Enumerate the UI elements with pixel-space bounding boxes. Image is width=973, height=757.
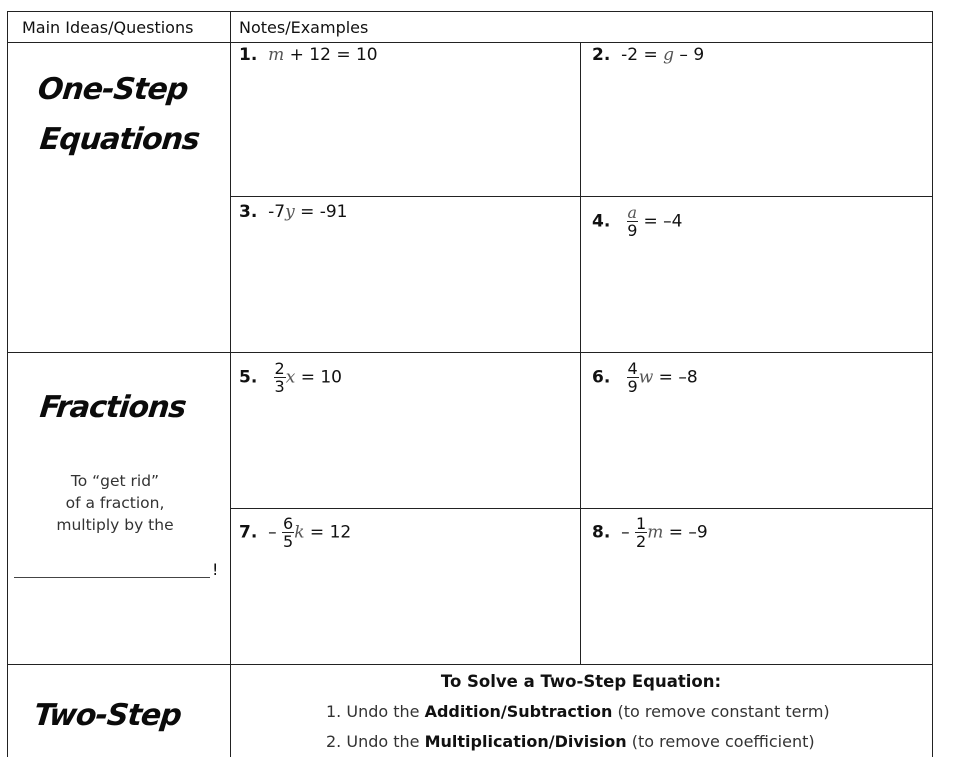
note-line-3: multiply by the — [56, 516, 174, 534]
problem-7-fraction — [282, 515, 294, 550]
problem-5-variable: x — [285, 367, 296, 388]
problem-3-number: 3. — [239, 202, 258, 222]
equations-title: Equations — [38, 122, 201, 157]
problem-7-variable: k — [294, 522, 305, 543]
two-step-title: Two-Step — [32, 698, 183, 733]
problem-5-number: 5. — [239, 367, 258, 388]
problem-6-fraction — [627, 360, 639, 395]
left-border — [7, 11, 8, 757]
problem-6 — [592, 360, 698, 395]
notes-header: Notes/Examples — [239, 18, 369, 37]
step-1-post: (to remove constant term) — [612, 702, 830, 721]
problem-3-variable: y — [285, 202, 295, 222]
problem-3-rest: = -91 — [294, 202, 348, 222]
problem-2-number: 2. — [592, 45, 611, 65]
problem-5-numerator: 2 — [274, 359, 285, 378]
problem-7-number: 7. — [239, 522, 258, 543]
problem-8 — [592, 515, 708, 550]
problem-7-denominator: 5 — [283, 532, 294, 551]
note-line-2: of a fraction, — [65, 494, 165, 512]
problem-8-sign: – — [621, 522, 630, 543]
step-2-pre: Undo the — [346, 732, 425, 751]
problem-5-rest: = 10 — [295, 367, 342, 388]
problem-7-rest: = 12 — [304, 522, 352, 543]
header-bottom-line — [7, 42, 933, 43]
problem-4-fraction — [627, 204, 639, 239]
problem-6-variable: w — [638, 367, 654, 388]
row-line-2 — [7, 352, 932, 353]
right-border — [932, 11, 933, 757]
fill-in-blank[interactable] — [14, 577, 210, 578]
blank-exclamation: ! — [212, 560, 219, 579]
row-line-3 — [230, 508, 932, 509]
note-line-1: To “get rid” — [70, 472, 160, 490]
problem-4 — [592, 204, 682, 239]
problem-5 — [239, 360, 342, 395]
problem-3 — [239, 202, 348, 222]
step-2-bold: Multiplication/Division — [424, 732, 627, 751]
two-step-step-1 — [326, 702, 830, 721]
problem-8-numerator: 1 — [636, 514, 647, 533]
main-ideas-header: Main Ideas/Questions — [22, 18, 194, 37]
fractions-title: Fractions — [38, 390, 188, 425]
one-step-title: One-Step — [36, 72, 190, 107]
problem-6-rest: = –8 — [653, 367, 698, 388]
problem-2-variable: g — [663, 45, 675, 65]
problem-8-variable: m — [647, 522, 664, 543]
row-line-1 — [230, 196, 932, 197]
problem-1-rest: + 12 = 10 — [284, 45, 378, 65]
problem-2-left: -2 = — [621, 45, 664, 65]
step-2-number: 2. — [326, 732, 342, 751]
problem-2-rest: – 9 — [674, 45, 705, 65]
problem-8-fraction — [635, 515, 647, 550]
step-1-number: 1. — [326, 702, 342, 721]
problem-7-sign: – — [268, 522, 277, 543]
problem-8-number: 8. — [592, 522, 611, 543]
step-2-post: (to remove coefficient) — [626, 732, 815, 751]
problem-4-denominator: 9 — [627, 221, 638, 240]
fractions-note — [40, 470, 190, 536]
problem-4-rest: = –4 — [643, 211, 683, 232]
top-border — [7, 11, 933, 12]
two-step-step-2 — [326, 732, 815, 751]
problem-6-number: 6. — [592, 367, 611, 388]
two-step-heading: To Solve a Two-Step Equation: — [440, 672, 722, 691]
problem-1-variable: m — [268, 45, 285, 65]
problem-6-denominator: 9 — [627, 377, 638, 396]
step-1-bold: Addition/Subtraction — [424, 702, 613, 721]
row-line-4 — [7, 664, 932, 665]
problem-8-denominator: 2 — [636, 532, 647, 551]
problem-5-denominator: 3 — [274, 377, 285, 396]
problem-7 — [239, 515, 351, 550]
problem-1-number: 1. — [239, 45, 258, 65]
notes-center-divider — [580, 42, 581, 664]
problem-4-numerator: a — [627, 203, 638, 222]
problem-6-numerator: 4 — [627, 359, 638, 378]
problem-7-numerator: 6 — [283, 514, 294, 533]
problem-1 — [239, 45, 378, 65]
column-divider — [230, 11, 231, 757]
step-1-pre: Undo the — [346, 702, 425, 721]
problem-5-fraction — [274, 360, 286, 395]
problem-3-coefficient: -7 — [268, 202, 286, 222]
problem-4-number: 4. — [592, 211, 611, 232]
problem-2 — [592, 45, 704, 65]
problem-8-rest: = –9 — [663, 522, 708, 543]
